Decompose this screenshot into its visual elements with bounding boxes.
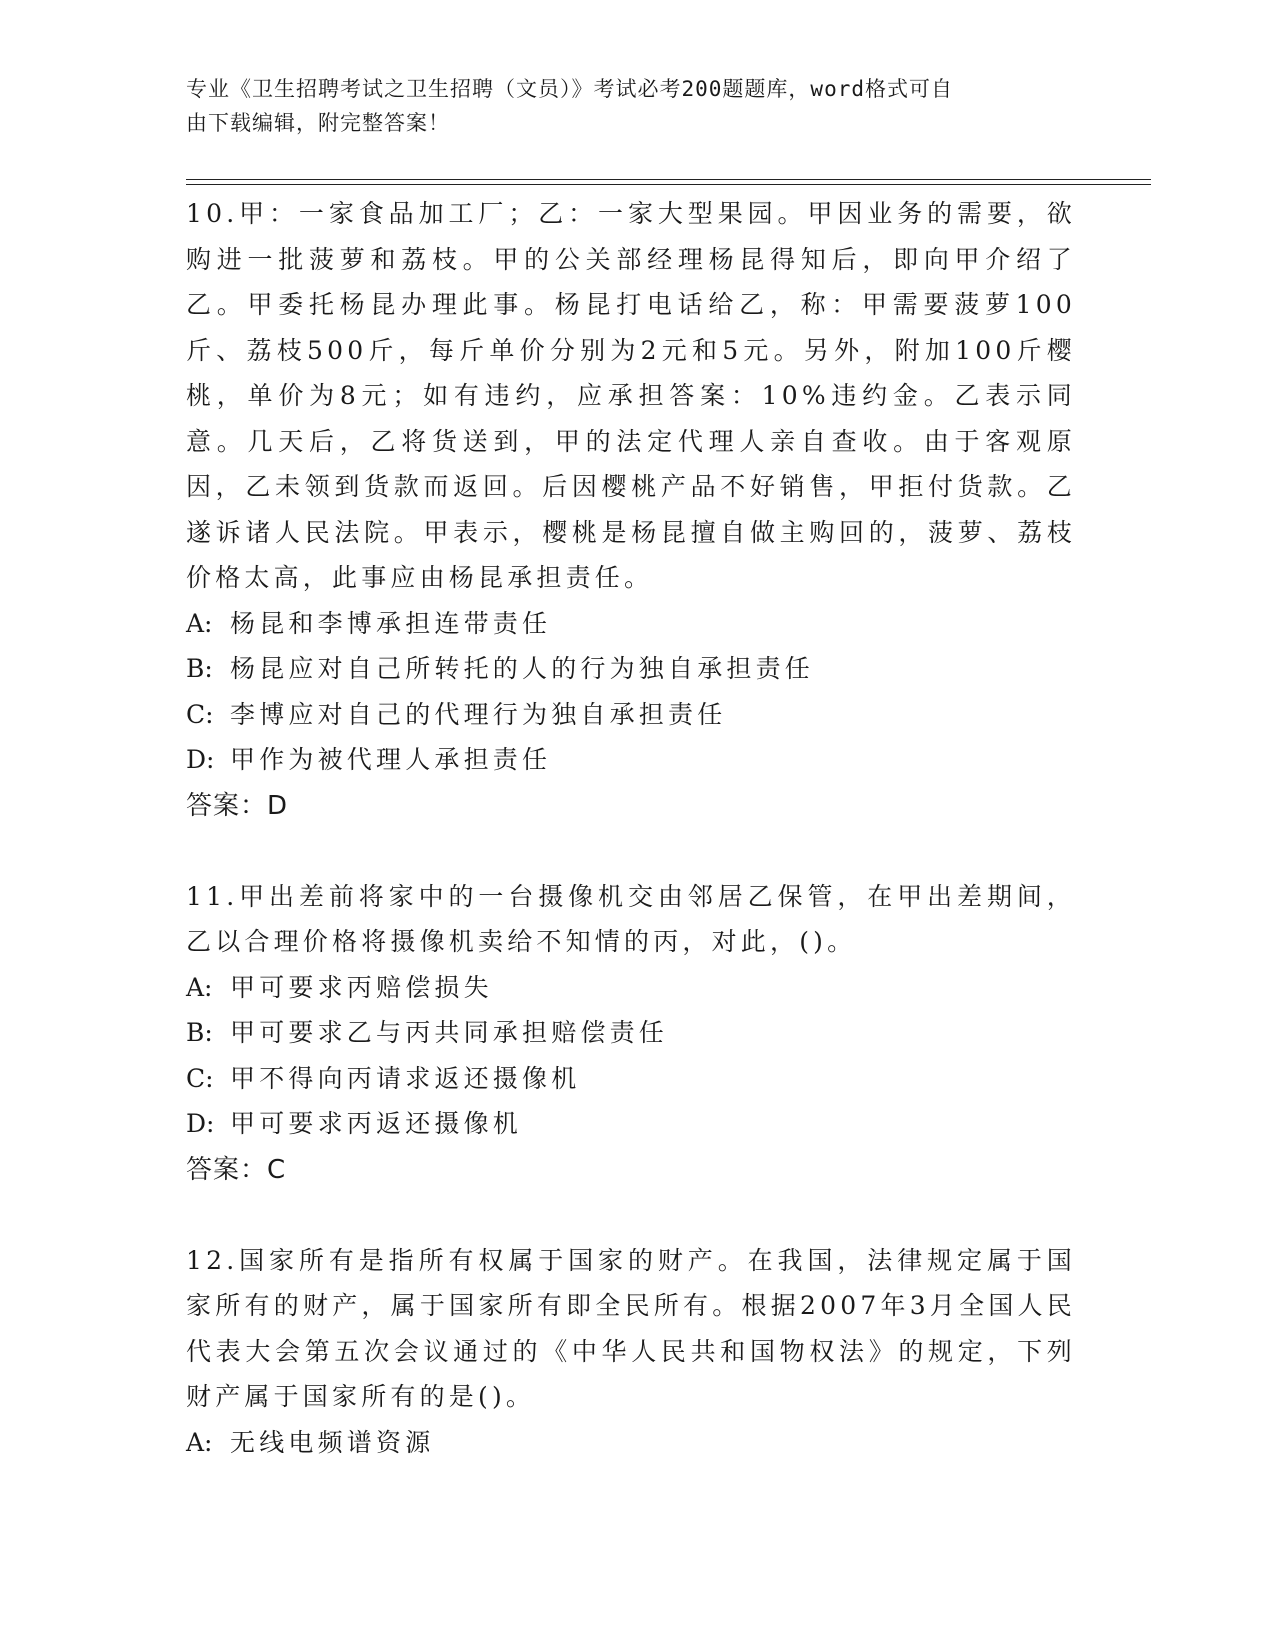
option-text: 甲作为被代理人承担责任 (230, 745, 552, 774)
option-a (186, 601, 1076, 647)
answer-line: 答案：C (186, 1154, 287, 1185)
option-key: A: (186, 972, 213, 1002)
option-text: 甲不得向丙请求返还摄像机 (230, 1063, 581, 1093)
header-divider-bottom (186, 184, 1151, 185)
option-key: B: (186, 1018, 213, 1047)
question-text: 10.甲：一家食品加工厂；乙：一家大型果园。甲因业务的需要，欲购进一批菠萝和荔枝。甲的公关部经理杨昆得知后，即向甲介绍了乙。甲委托杨昆办理此事。杨昆打电话给乙，称：甲需要菠萝100斤、荔枝500斤，每斤单价分别为2元和5元。另外，附加100斤樱桃，单价为8元；如有违约，应承担答案：10%违约金。乙表示同意。几天后，乙将货送到，甲的法定代理人亲自查收。由于客观原因，乙未领到货款而返回。后因樱桃产品不好销售，甲拒付货款。乙遂诉诸人民法院。甲表示，樱桃是杨昆擅自做主购回的，菠萝、荔枝价格太高，此事应由杨昆承担责任。 (186, 199, 1076, 592)
option-text: 无线电频谱资源 (230, 1427, 435, 1457)
option-key: A: (186, 608, 213, 638)
question-text: 11.甲出差前将家中的一台摄像机交由邻居乙保管，在甲出差期间，乙以合理价格将摄像机卖给不知情的丙，对此，()。 (186, 881, 1076, 956)
answer-line: 答案：D (186, 790, 289, 821)
option-key: D: (186, 745, 215, 774)
option-c (186, 1056, 1076, 1102)
option-a (186, 965, 1076, 1011)
option-text: 甲可要求丙赔偿损失 (230, 972, 493, 1002)
option-a (186, 1420, 1076, 1466)
option-d (186, 737, 1076, 783)
option-key: C: (186, 1063, 214, 1093)
option-text: 甲可要求丙返还摄像机 (230, 1109, 523, 1138)
option-d (186, 1101, 1076, 1147)
question-spacer (186, 829, 1076, 874)
header-line-2: 由下载编辑，附完整答案！ (186, 111, 450, 135)
header-divider-top (186, 179, 1151, 180)
option-text: 李博应对自己的代理行为独自承担责任 (230, 699, 727, 729)
option-b (186, 646, 1076, 692)
option-key: C: (186, 699, 214, 729)
option-text: 杨昆和李博承担连带责任 (230, 608, 552, 638)
option-text: 甲可要求乙与丙共同承担赔偿责任 (230, 1018, 669, 1047)
question-text: 12.国家所有是指所有权属于国家的财产。在我国，法律规定属于国家所有的财产，属于国家所有即全民所有。根据2007年3月全国人民代表大会第五次会议通过的《中华人民共和国物权法》的规定，下列财产属于国家所有的是()。 (186, 1245, 1076, 1411)
question-spacer (186, 1193, 1076, 1238)
option-key: D: (186, 1109, 215, 1138)
document-header (186, 72, 1066, 140)
option-text: 杨昆应对自己所转托的人的行为独自承担责任 (230, 654, 815, 683)
option-b (186, 1010, 1076, 1056)
option-key: B: (186, 654, 213, 683)
question-10 (186, 191, 1076, 829)
question-11 (186, 874, 1076, 1193)
header-line-1: 专业《卫生招聘考试之卫生招聘（文员）》考试必考200题题库，word格式可自 (186, 77, 953, 101)
option-c (186, 692, 1076, 738)
question-12 (186, 1238, 1076, 1466)
option-key: A: (186, 1427, 213, 1457)
question-list (186, 191, 1076, 1465)
